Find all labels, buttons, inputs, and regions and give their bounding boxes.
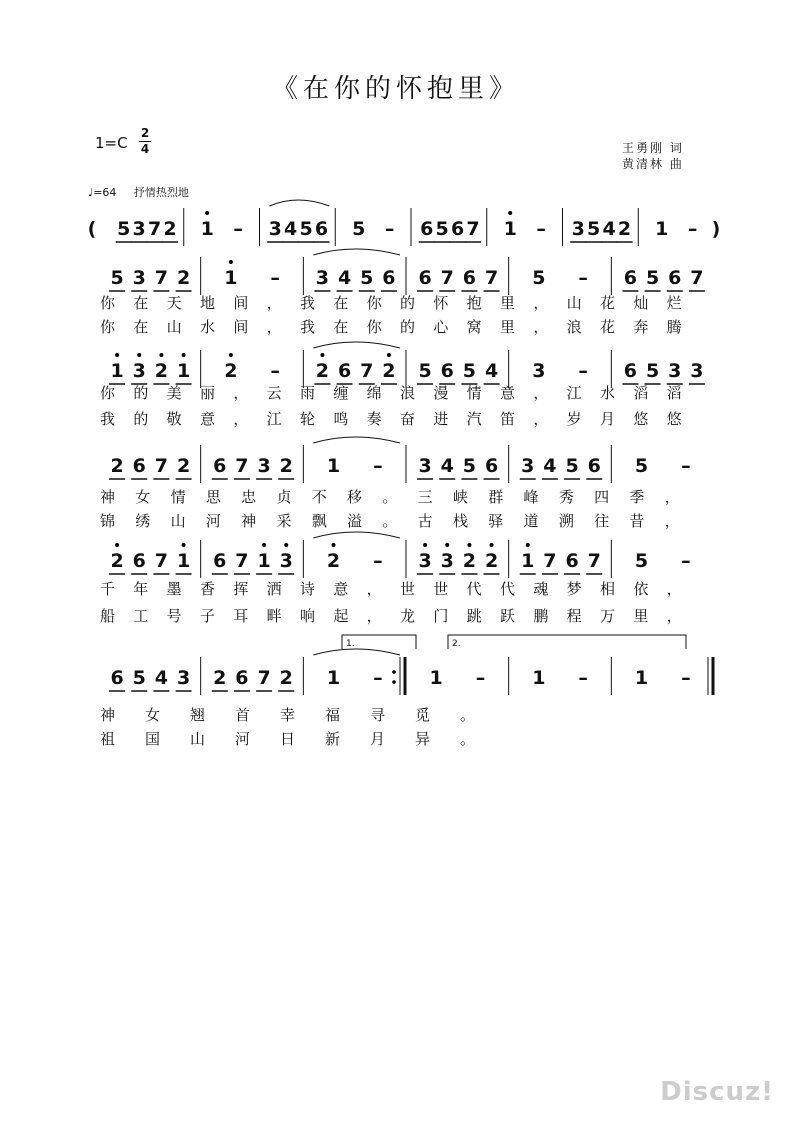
jianpu-note: 5 xyxy=(418,360,432,382)
jianpu-note: 4 xyxy=(154,667,169,689)
jianpu-note: 2 xyxy=(462,550,477,572)
jianpu-note: 4 xyxy=(484,360,499,382)
jianpu-note: 6 xyxy=(337,360,352,382)
jianpu-note: 3 xyxy=(132,267,146,289)
jianpu-note: 2 xyxy=(176,267,191,289)
lyric-row-2-verse-2: 我的敬意，江轮鸣奏奋进汽笛，岁月悠悠 xyxy=(100,410,701,428)
song-title: 《在你的怀抱里》 xyxy=(271,74,520,104)
lyric-row-3-verse-1: 神女情思忠贞不移。三峡群峰秀四季， xyxy=(100,488,701,506)
jianpu-note: 5 xyxy=(435,218,449,240)
jianpu-note: 4 xyxy=(602,218,616,240)
jianpu-note: 6 xyxy=(440,360,454,382)
dash-note: – xyxy=(536,218,546,240)
octave-dot xyxy=(445,543,449,547)
dash-note: – xyxy=(475,667,486,689)
dash-note: – xyxy=(270,267,280,289)
octave-dot xyxy=(182,353,186,357)
slur xyxy=(313,532,400,538)
jianpu-note: 3 xyxy=(440,550,454,572)
slur xyxy=(313,649,400,655)
octave-dot xyxy=(159,353,163,357)
octave-dot xyxy=(182,543,186,547)
jianpu-note: 1 xyxy=(176,550,191,572)
jianpu-note: 7 xyxy=(466,218,480,240)
jianpu-note: 4 xyxy=(440,455,454,477)
jianpu-note: 6 xyxy=(213,455,227,477)
jianpu-note: 7 xyxy=(690,267,704,289)
watermark: Discuz! xyxy=(660,1077,774,1107)
jianpu-note: 5 xyxy=(634,455,649,477)
octave-dot xyxy=(137,353,141,357)
jianpu-note: 6 xyxy=(587,455,601,477)
dash-note: – xyxy=(578,360,588,382)
dash-note: – xyxy=(373,455,383,477)
jianpu-note: 2 xyxy=(176,455,191,477)
jianpu-note: 2 xyxy=(213,667,227,689)
jianpu-note: 7 xyxy=(360,360,374,382)
jianpu-note: 1 xyxy=(326,455,341,477)
octave-dot xyxy=(205,211,209,215)
jianpu-note: 4 xyxy=(543,455,557,477)
octave-dot xyxy=(467,543,471,547)
open-paren: ( xyxy=(87,218,97,240)
jianpu-note: 6 xyxy=(623,267,638,289)
octave-dot xyxy=(508,211,512,215)
lyric-row-4-verse-1: 千年墨香挥洒诗意，世世代代魂梦相依， xyxy=(100,580,701,598)
jianpu-note: 5 xyxy=(299,218,313,240)
jianpu-note: 2 xyxy=(110,550,124,572)
octave-dot xyxy=(332,543,336,547)
jianpu-note: 2 xyxy=(163,218,177,240)
jianpu-note: 3 xyxy=(268,218,282,240)
time-signature-bottom: 4 xyxy=(140,142,150,156)
octave-dot xyxy=(229,353,233,357)
jianpu-note: 5 xyxy=(352,218,366,240)
lyric-row-1-verse-1: 你在天地间，我在你的怀抱里，山花灿烂 xyxy=(100,294,701,312)
jianpu-note: 5 xyxy=(532,267,546,289)
composer-credit: 黄清林 曲 xyxy=(622,157,684,171)
jianpu-note: 1 xyxy=(532,667,546,689)
jianpu-note: 3 xyxy=(279,550,293,572)
octave-dot xyxy=(320,353,324,357)
slur xyxy=(313,249,400,255)
jianpu-note: 1 xyxy=(429,667,443,689)
jianpu-note: 5 xyxy=(360,267,374,289)
jianpu-note: 7 xyxy=(147,218,162,240)
jianpu-note: 1 xyxy=(634,667,649,689)
octave-dot xyxy=(115,353,119,357)
octave-dot xyxy=(526,543,530,547)
dash-note: – xyxy=(687,218,698,240)
jianpu-note: 5 xyxy=(565,455,579,477)
jianpu-note: 4 xyxy=(337,267,352,289)
jianpu-note: 6 xyxy=(450,218,465,240)
jianpu-note: 1 xyxy=(503,218,517,240)
volta-1-label: 1. xyxy=(346,639,355,649)
jianpu-note: 7 xyxy=(587,550,601,572)
jianpu-note: 2 xyxy=(617,218,632,240)
volta-2-label: 2. xyxy=(452,639,461,649)
jianpu-note: 6 xyxy=(623,360,638,382)
dash-note: – xyxy=(384,218,395,240)
repeat-dot xyxy=(392,680,396,684)
slur xyxy=(270,200,330,206)
key-signature: 1=C xyxy=(95,134,128,152)
jianpu-note: 6 xyxy=(314,218,329,240)
octave-dot xyxy=(490,543,494,547)
jianpu-note: 3 xyxy=(132,360,146,382)
jianpu-note: 2 xyxy=(224,360,238,382)
jianpu-note: 7 xyxy=(235,455,249,477)
dash-note: – xyxy=(233,218,243,240)
jianpu-note: 2 xyxy=(110,455,124,477)
lyric-row-1-verse-2: 你在山水间，我在你的心窝里，浪花奔腾 xyxy=(100,318,701,336)
jianpu-note: 1 xyxy=(521,550,535,572)
jianpu-note: 1 xyxy=(176,360,191,382)
dash-note: – xyxy=(681,667,691,689)
jianpu-note: 5 xyxy=(634,550,649,572)
lyricist-credit: 王勇刚 词 xyxy=(622,141,684,155)
jianpu-note: 7 xyxy=(484,267,499,289)
jianpu-note: 6 xyxy=(668,267,682,289)
jianpu-note: 1 xyxy=(326,667,341,689)
jianpu-note: 6 xyxy=(382,267,396,289)
lyric-row-4-verse-2: 船工号子耳畔响起，龙门跳跃鹏程万里， xyxy=(100,607,701,625)
jianpu-note: 5 xyxy=(462,455,477,477)
jianpu-note: 7 xyxy=(154,267,169,289)
jianpu-note: 4 xyxy=(284,218,298,240)
jianpu-note: 6 xyxy=(110,667,124,689)
tempo-value: ♩=64 xyxy=(88,186,117,199)
jianpu-note: 5 xyxy=(587,218,601,240)
jianpu-note: 3 xyxy=(315,267,330,289)
jianpu-note: 5 xyxy=(110,267,124,289)
jianpu-note: 3 xyxy=(132,218,146,240)
jianpu-note: 3 xyxy=(668,360,682,382)
jianpu-note: 3 xyxy=(690,360,704,382)
slur xyxy=(313,342,400,348)
jianpu-note: 6 xyxy=(565,550,579,572)
expression-marking: 抒情热烈地 xyxy=(133,186,189,199)
jianpu-note: 7 xyxy=(257,667,271,689)
jianpu-note: 6 xyxy=(418,267,432,289)
jianpu-note: 1 xyxy=(655,218,669,240)
jianpu-note: 6 xyxy=(420,218,434,240)
jianpu-note: 3 xyxy=(571,218,585,240)
jianpu-note: 2 xyxy=(326,550,341,572)
jianpu-note: 2 xyxy=(382,360,396,382)
jianpu-note: 2 xyxy=(484,550,499,572)
jianpu-note: 5 xyxy=(645,360,660,382)
octave-dot xyxy=(387,353,391,357)
octave-dot xyxy=(423,543,427,547)
jianpu-note: 1 xyxy=(110,360,124,382)
lyric-row-5-verse-2: 祖国山河日新月异。 xyxy=(100,730,506,748)
octave-dot xyxy=(262,543,266,547)
jianpu-note: 5 xyxy=(462,360,477,382)
dash-note: – xyxy=(578,267,588,289)
jianpu-note: 1 xyxy=(200,218,214,240)
jianpu-note: 2 xyxy=(315,360,330,382)
jianpu-note: 5 xyxy=(132,667,146,689)
jianpu-note: 6 xyxy=(132,550,146,572)
jianpu-note: 7 xyxy=(440,267,454,289)
dash-note: – xyxy=(681,550,691,572)
time-signature-top: 2 xyxy=(140,126,150,140)
octave-dot xyxy=(229,260,233,264)
jianpu-note: 6 xyxy=(132,455,146,477)
dash-note: – xyxy=(373,550,383,572)
lyric-row-3-verse-2: 锦绣山河神采飘溢。古栈驿道溯往昔， xyxy=(100,512,701,530)
dash-note: – xyxy=(373,667,383,689)
lyric-row-5-verse-1: 神女翘首幸福寻觅。 xyxy=(100,706,506,724)
dash-note: – xyxy=(681,455,691,477)
jianpu-note: 7 xyxy=(543,550,557,572)
close-paren: ) xyxy=(711,218,721,240)
jianpu-note: 5 xyxy=(117,218,131,240)
jianpu-note: 1 xyxy=(257,550,271,572)
jianpu-note: 6 xyxy=(462,267,477,289)
jianpu-note: 6 xyxy=(235,667,249,689)
jianpu-note: 6 xyxy=(484,455,499,477)
octave-dot xyxy=(115,543,119,547)
jianpu-note: 6 xyxy=(213,550,227,572)
jianpu-note: 3 xyxy=(418,455,432,477)
jianpu-note: 1 xyxy=(224,267,238,289)
jianpu-note: 3 xyxy=(521,455,535,477)
volta-2-bracket xyxy=(448,635,686,649)
jianpu-note: 2 xyxy=(154,360,169,382)
jianpu-note: 7 xyxy=(154,550,169,572)
jianpu-note: 3 xyxy=(257,455,271,477)
jianpu-note: 5 xyxy=(645,267,660,289)
jianpu-note: 7 xyxy=(235,550,249,572)
jianpu-note: 3 xyxy=(532,360,546,382)
jianpu-note: 2 xyxy=(279,455,293,477)
octave-dot xyxy=(284,543,288,547)
jianpu-note: 7 xyxy=(154,455,169,477)
dash-note: – xyxy=(578,667,588,689)
lyric-row-2-verse-1: 你的美丽，云雨缠绵浪漫情意，江水滔滔 xyxy=(100,384,701,402)
jianpu-note: 3 xyxy=(418,550,432,572)
slur xyxy=(313,437,400,443)
jianpu-note: 3 xyxy=(176,667,191,689)
dash-note: – xyxy=(270,360,280,382)
jianpu-note: 2 xyxy=(279,667,293,689)
repeat-dot xyxy=(392,670,396,674)
